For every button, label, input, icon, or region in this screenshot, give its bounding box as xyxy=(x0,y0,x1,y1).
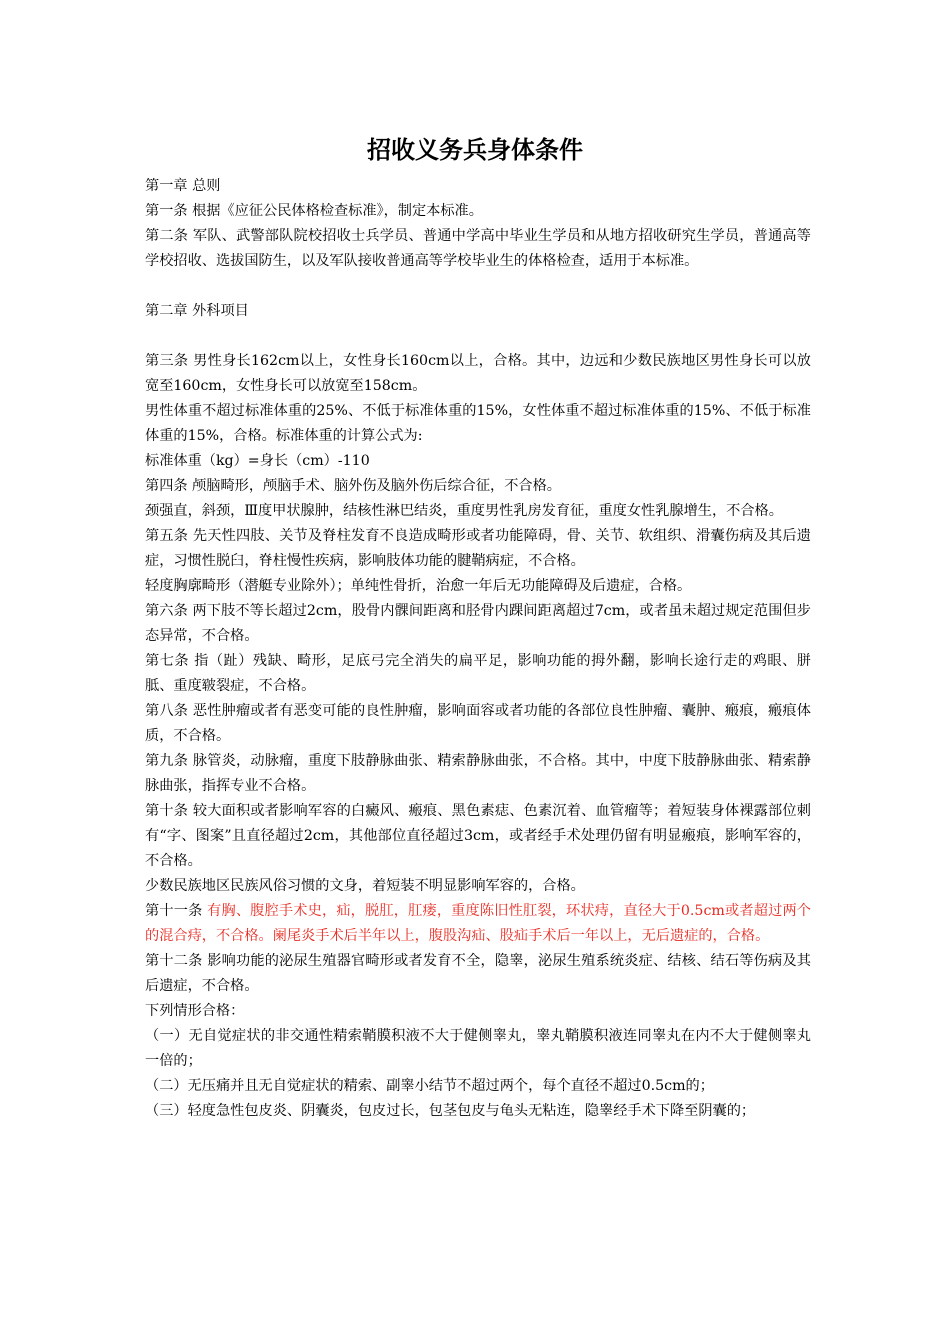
article-paragraph: 第七条 指（趾）残缺、畸形，足底弓完全消失的扁平足，影响功能的拇外翻，影响长途行走的鸡眼、胼胝、重度皲裂症，不合格。 xyxy=(145,653,811,694)
chapter-heading: 第二章 外科项目 xyxy=(145,303,249,319)
document-body xyxy=(145,174,811,1124)
article-paragraph-highlighted xyxy=(145,899,811,949)
list-item: （一）无自觉症状的非交通性精索鞘膜积液不大于健侧睾丸，睾丸鞘膜积液连同睾丸在内不大于健侧睾丸一倍的； xyxy=(145,1028,811,1069)
article-paragraph: 第三条 男性身长162cm以上，女性身长160cm以上，合格。其中，边远和少数民族地区男性身长可以放宽至160cm，女性身长可以放宽至158cm。 xyxy=(145,353,811,394)
article-paragraph: 颈强直，斜颈，Ⅲ度甲状腺肿，结核性淋巴结炎，重度男性乳房发育征，重度女性乳腺增生，不合格。 xyxy=(145,503,783,519)
article-paragraph: 第六条 两下肢不等长超过2cm，股骨内髁间距离和胫骨内踝间距离超过7cm，或者虽未超过规定范围但步态异常，不合格。 xyxy=(145,603,811,644)
article-paragraph: 第一条 根据《应征公民体格检查标准》，制定本标准。 xyxy=(145,203,483,219)
article-paragraph: 第八条 恶性肿瘤或者有恶变可能的良性肿瘤，影响面容或者功能的各部位良性肿瘤、囊肿、瘢痕，瘢痕体质，不合格。 xyxy=(145,703,811,744)
article-paragraph: 下列情形合格： xyxy=(145,1003,245,1019)
blank-line xyxy=(145,274,811,299)
document-title: 招收义务兵身体条件 xyxy=(367,136,583,164)
article-paragraph: 第十二条 影响功能的泌尿生殖器官畸形或者发育不全，隐睾，泌尿生殖系统炎症、结核、结石等伤病及其后遗症，不合格。 xyxy=(145,953,811,994)
article-paragraph: 少数民族地区民族风俗习惯的文身，着短装不明显影响军容的，合格。 xyxy=(145,878,585,894)
article-number: 第十一条 xyxy=(145,903,208,919)
article-paragraph: 男性体重不超过标准体重的25%、不低于标准体重的15%，女性体重不超过标准体重的15%、不低于标准体重的15%，合格。标准体重的计算公式为: xyxy=(145,403,811,444)
list-item: （三）轻度急性包皮炎、阴囊炎，包皮过长，包茎包皮与龟头无粘连，隐睾经手术下降至阴囊的； xyxy=(145,1103,756,1119)
article-paragraph: 第九条 脉管炎，动脉瘤，重度下肢静脉曲张、精索静脉曲张，不合格。其中，中度下肢静脉曲张、精索静脉曲张，指挥专业不合格。 xyxy=(145,753,811,794)
article-paragraph: 轻度胸廓畸形（潜艇专业除外）；单纯性骨折，治愈一年后无功能障碍及后遗症，合格。 xyxy=(145,578,692,594)
highlighted-text: 有胸、腹腔手术史，疝，脱肛，肛瘘，重度陈旧性肛裂，环状痔，直径大于0.5cm或者超过两个的混合痔，不合格。阑尾炎手术后半年以上，腹股沟疝、股疝手术后一年以上，无后遗症的，合格。 xyxy=(145,903,811,944)
article-paragraph: 第四条 颅脑畸形，颅脑手术、脑外伤及脑外伤后综合征，不合格。 xyxy=(145,478,561,494)
article-paragraph: 第二条 军队、武警部队院校招收士兵学员、普通中学高中毕业生学员和从地方招收研究生学员，普通高等学校招收、选拔国防生，以及军队接收普通高等学校毕业生的体格检查，适用于本标准。 xyxy=(145,228,811,269)
formula-line: 标准体重（kg）=身长（cm）-110 xyxy=(145,453,370,469)
list-item: （二）无压痛并且无自觉症状的精索、副睾小结节不超过两个，每个直径不超过0.5cm的； xyxy=(145,1078,714,1094)
blank-line xyxy=(145,324,811,349)
article-paragraph: 第十条 较大面积或者影响军容的白癜风、瘢痕、黑色素痣、色素沉着、血管瘤等；着短装身体裸露部位刺有“字、图案”且直径超过2cm，其他部位直径超过3cm，或者经手术处理仍留有明显瘢痕，影响军容的，不合格。 xyxy=(145,803,811,869)
chapter-heading: 第一章 总则 xyxy=(145,178,221,194)
article-paragraph: 第五条 先天性四肢、关节及脊柱发育不良造成畸形或者功能障碍，骨、关节、软组织、滑囊伤病及其后遗症，习惯性脱臼，脊柱慢性疾病，影响肢体功能的腱鞘病症，不合格。 xyxy=(145,528,811,569)
